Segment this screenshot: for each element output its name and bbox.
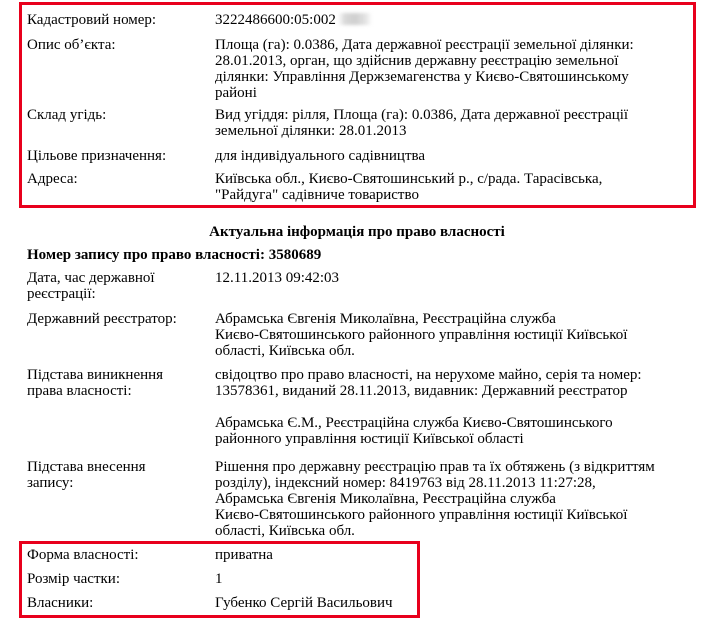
- row-object-description: [27, 37, 697, 103]
- row-entry-basis: [27, 459, 697, 539]
- entry-basis-line: області, Київська обл.: [215, 523, 355, 539]
- object-description-line: районі: [215, 85, 257, 101]
- row-owners: [27, 595, 697, 611]
- object-description-label: Опис об’єкта:: [27, 37, 116, 53]
- entry-basis-label-line: Підстава внесення: [27, 459, 146, 475]
- entry-basis-label: [27, 459, 207, 491]
- land-composition-value: [215, 107, 695, 139]
- ownership-form-value: приватна: [215, 547, 273, 563]
- registration-date-label: [27, 270, 207, 302]
- object-description-line: Площа (га): 0.0386, Дата державної реєстрації земельної ділянки:: [215, 37, 634, 53]
- row-registration-date: [27, 270, 697, 302]
- ownership-record-number: Номер запису про право власності: 3580689: [27, 247, 322, 263]
- row-purpose: [27, 148, 697, 164]
- land-composition-line: Вид угіддя: рілля, Площа (га): 0.0386, Дата державної реєстрації: [215, 107, 629, 123]
- entry-basis-line: розділу), індексний номер: 8419763 від 28.11.2013 11:27:28,: [215, 475, 596, 491]
- entry-basis-line: Рішення про державну реєстрацію прав та їх обтяжень (з відкриттям: [215, 459, 655, 475]
- registrar-line: Абрамська Євгенія Миколаївна, Реєстраційна служба: [215, 311, 556, 327]
- row-ownership-form: [27, 547, 697, 563]
- ownership-basis-label-line: права власності:: [27, 383, 132, 399]
- object-description-value: [215, 37, 695, 101]
- ownership-heading: Актуальна інформація про право власності: [209, 224, 505, 240]
- ownership-basis-label: [27, 367, 207, 399]
- address-label: Адреса:: [27, 171, 78, 187]
- ownership-basis-line: свідоцтво про право власності, на нерухоме майно, серія та номер:: [215, 367, 642, 383]
- row-share-size: [27, 571, 697, 587]
- purpose-label: Цільове призначення:: [27, 148, 167, 164]
- cadastral-number-value: [215, 12, 695, 28]
- purpose-value: для індивідуального садівництва: [215, 148, 426, 164]
- row-land-composition: [27, 107, 697, 139]
- registrar-label: Державний реєстратор:: [27, 311, 177, 327]
- object-description-line: ділянки: Управління Держземагенства у Києво-Святошинському: [215, 69, 629, 85]
- object-description-line: 28.01.2013, орган, що здійснив державну реєстрацію земельної: [215, 53, 619, 69]
- row-ownership-basis: [27, 367, 697, 449]
- address-line: "Райдуга" садівниче товариство: [215, 187, 419, 203]
- ownership-basis-line: [215, 399, 695, 415]
- registrar-value: [215, 311, 695, 359]
- cadastral-number-label: Кадастровий номер:: [27, 12, 157, 28]
- registrar-line: Києво-Святошинського районного управління юстиції Київської: [215, 327, 628, 343]
- registration-date-value: 12.11.2013 09:42:03: [215, 270, 340, 286]
- address-value: [215, 171, 695, 203]
- row-registrar: [27, 311, 697, 359]
- ownership-basis-line: районного управління юстиції Київської області: [215, 431, 524, 447]
- ownership-form-label: Форма власності:: [27, 547, 139, 563]
- address-line: Київська обл., Києво-Святошинський р., с/рада. Тарасівська,: [215, 171, 603, 187]
- ownership-basis-line: Абрамська Є.М., Реєстраційна служба Києво-Святошинського: [215, 415, 613, 431]
- entry-basis-line: Абрамська Євгенія Миколаївна, Реєстраційна служба: [215, 491, 556, 507]
- share-size-label: Розмір частки:: [27, 571, 120, 587]
- owners-label: Власники:: [27, 595, 94, 611]
- cadastral-number-text: 3222486600:05:002: [215, 12, 336, 28]
- entry-basis-label-line: запису:: [27, 475, 74, 491]
- owners-value: Губенко Сергій Васильович: [215, 595, 393, 611]
- registration-date-label-line: реєстрації:: [27, 286, 96, 302]
- ownership-basis-value: [215, 367, 695, 447]
- ownership-basis-label-line: Підстава виникнення: [27, 367, 164, 383]
- redacted-blur: [338, 13, 372, 25]
- share-size-value: 1: [215, 571, 223, 587]
- registration-date-label-line: Дата, час державної: [27, 270, 155, 286]
- ownership-basis-line: 13578361, виданий 28.11.2013, видавник: Державний реєстратор: [215, 383, 628, 399]
- entry-basis-line: Києво-Святошинського районного управління юстиції Київської: [215, 507, 628, 523]
- row-cadastral-number: [27, 12, 697, 28]
- land-composition-line: земельної ділянки: 28.01.2013: [215, 123, 407, 139]
- land-composition-label: Склад угідь:: [27, 107, 107, 123]
- registrar-line: області, Київська обл.: [215, 343, 355, 359]
- entry-basis-value: [215, 459, 695, 539]
- row-address: [27, 171, 697, 203]
